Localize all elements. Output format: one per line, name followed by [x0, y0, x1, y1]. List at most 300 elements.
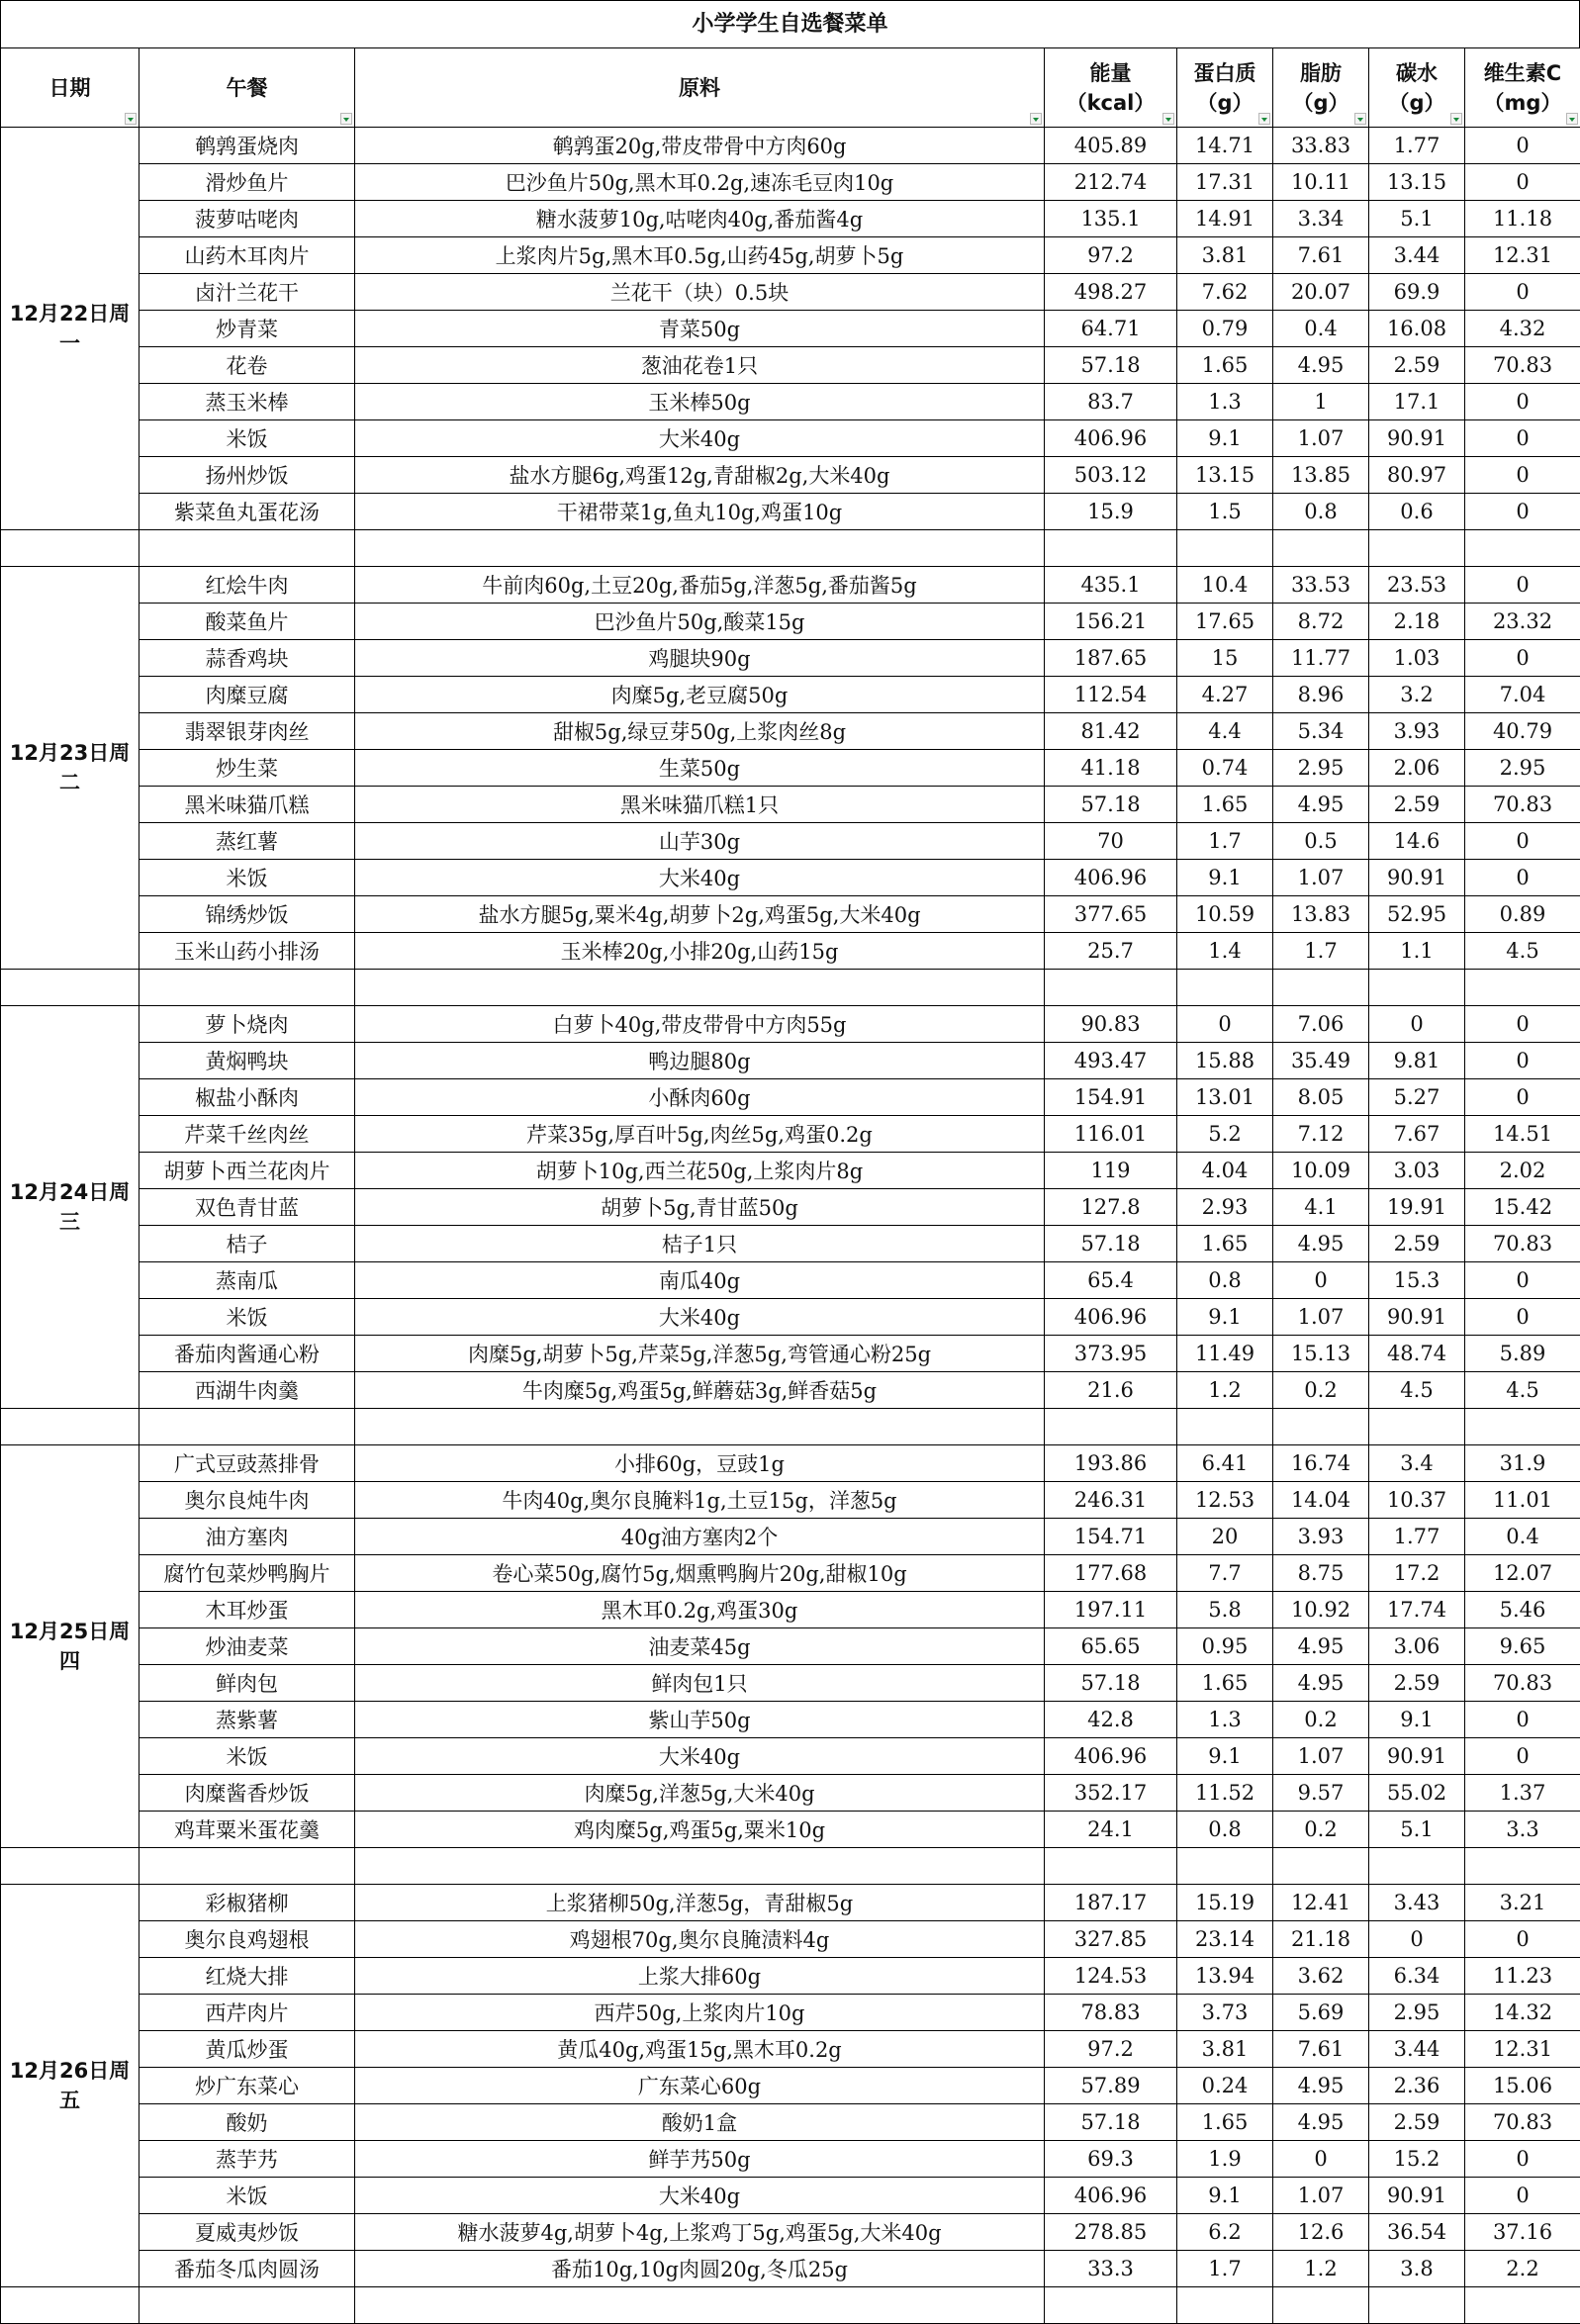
- protein-value-cell: 5.8: [1177, 1592, 1273, 1628]
- carbs-value-cell: 2.59: [1369, 1226, 1465, 1262]
- fat-value-cell: 14.04: [1273, 1482, 1369, 1519]
- energy-value-cell: 187.17: [1045, 1885, 1177, 1921]
- carbs-value-cell: 3.4: [1369, 1445, 1465, 1482]
- table-row: [1, 347, 1580, 384]
- energy-value-cell: 90.83: [1045, 1006, 1177, 1043]
- table-row: [1, 1555, 1580, 1592]
- protein-value-cell: 0.8: [1177, 1812, 1273, 1848]
- fat-value-cell: 20.07: [1273, 274, 1369, 311]
- filter-dropdown-icon[interactable]: [1450, 113, 1462, 125]
- fat-value-cell: 7.06: [1273, 1006, 1369, 1043]
- vitamin-c-value-cell: 12.07: [1465, 1555, 1580, 1592]
- ingredients-cell: 葱油花卷1只: [355, 347, 1045, 384]
- carbs-value-cell: 17.1: [1369, 384, 1465, 420]
- dish-name-cell: 酸菜鱼片: [139, 604, 355, 640]
- energy-value-cell: 352.17: [1045, 1775, 1177, 1812]
- date-cell: 12月26日周五: [1, 1885, 139, 2287]
- vitamin-c-value-cell: 15.42: [1465, 1189, 1580, 1226]
- ingredients-cell: 牛肉40g,奥尔良腌料1g,土豆15g，洋葱5g: [355, 1482, 1045, 1519]
- protein-value-cell: 1.65: [1177, 787, 1273, 823]
- ingredients-cell: 鹌鹑蛋20g,带皮带骨中方肉60g: [355, 128, 1045, 164]
- table-row: [1, 494, 1580, 530]
- header-energy: 能量 （kcal）: [1045, 48, 1177, 128]
- energy-value-cell: 57.18: [1045, 1665, 1177, 1702]
- ingredients-cell: 干裙带菜1g,鱼丸10g,鸡蛋10g: [355, 494, 1045, 530]
- vitamin-c-value-cell: 0: [1465, 1702, 1580, 1738]
- fat-value-cell: 10.92: [1273, 1592, 1369, 1628]
- carbs-value-cell: 19.91: [1369, 1189, 1465, 1226]
- energy-value-cell: 81.42: [1045, 713, 1177, 750]
- table-row: [1, 1299, 1580, 1336]
- protein-value-cell: 0.95: [1177, 1628, 1273, 1665]
- vitamin-c-value-cell: 5.89: [1465, 1336, 1580, 1372]
- carbs-value-cell: 14.6: [1369, 823, 1465, 860]
- protein-value-cell: 1.7: [1177, 823, 1273, 860]
- vitamin-c-value-cell: 0: [1465, 1262, 1580, 1299]
- fat-value-cell: 4.95: [1273, 1665, 1369, 1702]
- fat-value-cell: 4.95: [1273, 347, 1369, 384]
- dish-name-cell: 蒸红薯: [139, 823, 355, 860]
- protein-value-cell: 1.7: [1177, 2251, 1273, 2287]
- header-lunch: 午餐: [139, 48, 355, 128]
- carbs-value-cell: 1.77: [1369, 128, 1465, 164]
- vitamin-c-value-cell: 23.32: [1465, 604, 1580, 640]
- table-row: [1, 384, 1580, 420]
- carbs-value-cell: 2.59: [1369, 1665, 1465, 1702]
- vitamin-c-value-cell: 11.01: [1465, 1482, 1580, 1519]
- carbs-value-cell: 3.8: [1369, 2251, 1465, 2287]
- carbs-value-cell: 90.91: [1369, 1299, 1465, 1336]
- vitamin-c-value-cell: 0: [1465, 640, 1580, 677]
- energy-value-cell: 278.85: [1045, 2214, 1177, 2251]
- table-row: [1, 1812, 1580, 1848]
- empty-cell: [1273, 1848, 1369, 1885]
- vitamin-c-value-cell: 70.83: [1465, 347, 1580, 384]
- dish-name-cell: 西芹肉片: [139, 1995, 355, 2031]
- ingredients-cell: 上浆大排60g: [355, 1958, 1045, 1995]
- table-row: [1, 567, 1580, 604]
- ingredients-cell: 紫山芋50g: [355, 1702, 1045, 1738]
- dish-name-cell: 鹌鹑蛋烧肉: [139, 128, 355, 164]
- filter-dropdown-icon[interactable]: [1162, 113, 1174, 125]
- header-vitamin-c: 维生素C （mg）: [1465, 48, 1580, 128]
- energy-value-cell: 116.01: [1045, 1116, 1177, 1153]
- protein-value-cell: 1.65: [1177, 347, 1273, 384]
- ingredients-cell: 番茄10g,10g肉圆20g,冬瓜25g: [355, 2251, 1045, 2287]
- vitamin-c-value-cell: 0: [1465, 567, 1580, 604]
- dish-name-cell: 炒油麦菜: [139, 1628, 355, 1665]
- fat-value-cell: 4.1: [1273, 1189, 1369, 1226]
- carbs-value-cell: 90.91: [1369, 1738, 1465, 1775]
- dish-name-cell: 蒜香鸡块: [139, 640, 355, 677]
- carbs-value-cell: 15.3: [1369, 1262, 1465, 1299]
- table-row: [1, 2141, 1580, 2178]
- table-row: [1, 2104, 1580, 2141]
- fat-value-cell: 1.07: [1273, 420, 1369, 457]
- protein-value-cell: 9.1: [1177, 420, 1273, 457]
- dish-name-cell: 奥尔良鸡翅根: [139, 1921, 355, 1958]
- empty-cell: [1, 2287, 139, 2324]
- empty-cell: [1369, 970, 1465, 1006]
- dish-name-cell: 蒸紫薯: [139, 1702, 355, 1738]
- energy-value-cell: 406.96: [1045, 420, 1177, 457]
- ingredients-cell: 牛肉糜5g,鸡蛋5g,鲜蘑菇3g,鲜香菇5g: [355, 1372, 1045, 1409]
- carbs-value-cell: 0.6: [1369, 494, 1465, 530]
- filter-dropdown-icon[interactable]: [340, 113, 352, 125]
- ingredients-cell: 黄瓜40g,鸡蛋15g,黑木耳0.2g: [355, 2031, 1045, 2068]
- fat-value-cell: 35.49: [1273, 1043, 1369, 1079]
- vitamin-c-value-cell: 2.95: [1465, 750, 1580, 787]
- table-row: [1, 1775, 1580, 1812]
- ingredients-cell: 青菜50g: [355, 311, 1045, 347]
- carbs-value-cell: 5.1: [1369, 1812, 1465, 1848]
- protein-value-cell: 12.53: [1177, 1482, 1273, 1519]
- vitamin-c-value-cell: 11.18: [1465, 201, 1580, 237]
- fat-value-cell: 1.07: [1273, 1299, 1369, 1336]
- fat-value-cell: 8.75: [1273, 1555, 1369, 1592]
- empty-cell: [139, 1848, 355, 1885]
- energy-value-cell: 25.7: [1045, 933, 1177, 970]
- carbs-value-cell: 48.74: [1369, 1336, 1465, 1372]
- carbs-value-cell: 3.06: [1369, 1628, 1465, 1665]
- vitamin-c-value-cell: 2.02: [1465, 1153, 1580, 1189]
- dish-name-cell: 菠萝咕咾肉: [139, 201, 355, 237]
- ingredients-cell: 大米40g: [355, 420, 1045, 457]
- energy-value-cell: 406.96: [1045, 1738, 1177, 1775]
- empty-cell: [139, 1409, 355, 1445]
- ingredients-cell: 西芹50g,上浆肉片10g: [355, 1995, 1045, 2031]
- carbs-value-cell: 13.15: [1369, 164, 1465, 201]
- carbs-value-cell: 3.44: [1369, 237, 1465, 274]
- empty-cell: [1177, 1848, 1273, 1885]
- dish-name-cell: 肉糜酱香炒饭: [139, 1775, 355, 1812]
- fat-value-cell: 1.07: [1273, 860, 1369, 896]
- ingredients-cell: 甜椒5g,绿豆芽50g,上浆肉丝8g: [355, 713, 1045, 750]
- energy-value-cell: 156.21: [1045, 604, 1177, 640]
- table-row: [1, 164, 1580, 201]
- vitamin-c-value-cell: 0: [1465, 128, 1580, 164]
- dish-name-cell: 番茄肉酱通心粉: [139, 1336, 355, 1372]
- filter-dropdown-icon[interactable]: [1354, 113, 1366, 125]
- filter-dropdown-icon[interactable]: [125, 113, 137, 125]
- vitamin-c-value-cell: 37.16: [1465, 2214, 1580, 2251]
- ingredients-cell: 兰花干（块）0.5块: [355, 274, 1045, 311]
- carbs-value-cell: 4.5: [1369, 1372, 1465, 1409]
- empty-cell: [1369, 2287, 1465, 2324]
- dish-name-cell: 木耳炒蛋: [139, 1592, 355, 1628]
- date-cell: 12月24日周三: [1, 1006, 139, 1409]
- dish-name-cell: 酸奶: [139, 2104, 355, 2141]
- table-row: [1, 933, 1580, 970]
- carbs-value-cell: 2.59: [1369, 2104, 1465, 2141]
- fat-value-cell: 8.96: [1273, 677, 1369, 713]
- protein-value-cell: 2.93: [1177, 1189, 1273, 1226]
- protein-value-cell: 13.15: [1177, 457, 1273, 494]
- dish-name-cell: 广式豆豉蒸排骨: [139, 1445, 355, 1482]
- ingredients-cell: 巴沙鱼片50g,黑木耳0.2g,速冻毛豆肉10g: [355, 164, 1045, 201]
- fat-value-cell: 0.2: [1273, 1702, 1369, 1738]
- table-row: [1, 237, 1580, 274]
- energy-value-cell: 212.74: [1045, 164, 1177, 201]
- ingredients-cell: 油麦菜45g: [355, 1628, 1045, 1665]
- energy-value-cell: 15.9: [1045, 494, 1177, 530]
- empty-cell: [1273, 2287, 1369, 2324]
- vitamin-c-value-cell: 3.3: [1465, 1812, 1580, 1848]
- vitamin-c-value-cell: 0.4: [1465, 1519, 1580, 1555]
- table-row: [1, 274, 1580, 311]
- dish-name-cell: 黑米味猫爪糕: [139, 787, 355, 823]
- dish-name-cell: 山药木耳肉片: [139, 237, 355, 274]
- protein-value-cell: 1.65: [1177, 1665, 1273, 1702]
- protein-value-cell: 3.81: [1177, 2031, 1273, 2068]
- table-row: [1, 2214, 1580, 2251]
- dish-name-cell: 炒青菜: [139, 311, 355, 347]
- date-cell: 12月25日周四: [1, 1445, 139, 1848]
- energy-value-cell: 83.7: [1045, 384, 1177, 420]
- carbs-value-cell: 2.59: [1369, 347, 1465, 384]
- dish-name-cell: 腐竹包菜炒鸭胸片: [139, 1555, 355, 1592]
- energy-value-cell: 119: [1045, 1153, 1177, 1189]
- energy-value-cell: 57.18: [1045, 787, 1177, 823]
- table-row: [1, 1519, 1580, 1555]
- fat-value-cell: 12.6: [1273, 2214, 1369, 2251]
- energy-value-cell: 435.1: [1045, 567, 1177, 604]
- dish-name-cell: 紫菜鱼丸蛋花汤: [139, 494, 355, 530]
- ingredients-cell: 白萝卜40g,带皮带骨中方肉55g: [355, 1006, 1045, 1043]
- carbs-value-cell: 69.9: [1369, 274, 1465, 311]
- table-row: [1, 2178, 1580, 2214]
- empty-cell: [355, 530, 1045, 567]
- table-row: [1, 1116, 1580, 1153]
- energy-value-cell: 57.89: [1045, 2068, 1177, 2104]
- vitamin-c-value-cell: 2.2: [1465, 2251, 1580, 2287]
- dish-name-cell: 扬州炒饭: [139, 457, 355, 494]
- ingredients-cell: 糖水菠萝4g,胡萝卜4g,上浆鸡丁5g,鸡蛋5g,大米40g: [355, 2214, 1045, 2251]
- protein-value-cell: 1.65: [1177, 1226, 1273, 1262]
- fat-value-cell: 9.57: [1273, 1775, 1369, 1812]
- table-row: [1, 750, 1580, 787]
- protein-value-cell: 17.31: [1177, 164, 1273, 201]
- fat-value-cell: 0: [1273, 2141, 1369, 2178]
- energy-value-cell: 78.83: [1045, 1995, 1177, 2031]
- vitamin-c-value-cell: 70.83: [1465, 1226, 1580, 1262]
- vitamin-c-value-cell: 1.37: [1465, 1775, 1580, 1812]
- protein-value-cell: 1.5: [1177, 494, 1273, 530]
- header-protein: 蛋白质 （g）: [1177, 48, 1273, 128]
- dish-name-cell: 卤汁兰花干: [139, 274, 355, 311]
- energy-value-cell: 42.8: [1045, 1702, 1177, 1738]
- energy-value-cell: 154.71: [1045, 1519, 1177, 1555]
- filter-dropdown-icon[interactable]: [1566, 113, 1578, 125]
- energy-value-cell: 493.47: [1045, 1043, 1177, 1079]
- fat-value-cell: 0.2: [1273, 1372, 1369, 1409]
- table-row: [1, 1372, 1580, 1409]
- ingredients-cell: 上浆猪柳50g,洋葱5g，青甜椒5g: [355, 1885, 1045, 1921]
- protein-value-cell: 4.04: [1177, 1153, 1273, 1189]
- fat-value-cell: 5.34: [1273, 713, 1369, 750]
- dish-name-cell: 西湖牛肉羹: [139, 1372, 355, 1409]
- vitamin-c-value-cell: 0: [1465, 384, 1580, 420]
- dish-name-cell: 油方塞肉: [139, 1519, 355, 1555]
- fat-value-cell: 5.69: [1273, 1995, 1369, 2031]
- fat-value-cell: 8.72: [1273, 604, 1369, 640]
- empty-cell: [1, 1409, 139, 1445]
- carbs-value-cell: 17.2: [1369, 1555, 1465, 1592]
- empty-cell: [1, 1848, 139, 1885]
- table-row: [1, 1043, 1580, 1079]
- empty-cell: [1465, 530, 1580, 567]
- energy-value-cell: 69.3: [1045, 2141, 1177, 2178]
- table-row: [1, 2251, 1580, 2287]
- dish-name-cell: 双色青甘蓝: [139, 1189, 355, 1226]
- table-row: [1, 1153, 1580, 1189]
- vitamin-c-value-cell: 4.32: [1465, 311, 1580, 347]
- vitamin-c-value-cell: 3.21: [1465, 1885, 1580, 1921]
- protein-value-cell: 0.8: [1177, 1262, 1273, 1299]
- protein-value-cell: 6.41: [1177, 1445, 1273, 1482]
- vitamin-c-value-cell: 14.32: [1465, 1995, 1580, 2031]
- energy-value-cell: 246.31: [1045, 1482, 1177, 1519]
- filter-dropdown-icon[interactable]: [1258, 113, 1270, 125]
- protein-value-cell: 9.1: [1177, 860, 1273, 896]
- energy-value-cell: 127.8: [1045, 1189, 1177, 1226]
- vitamin-c-value-cell: 9.65: [1465, 1628, 1580, 1665]
- table-row: [1, 201, 1580, 237]
- header-date: 日期: [1, 48, 139, 128]
- fat-value-cell: 2.95: [1273, 750, 1369, 787]
- energy-value-cell: 154.91: [1045, 1079, 1177, 1116]
- table-row: [1, 677, 1580, 713]
- dish-name-cell: 红烧大排: [139, 1958, 355, 1995]
- table-row: [1, 860, 1580, 896]
- ingredients-cell: 山芋30g: [355, 823, 1045, 860]
- fat-value-cell: 10.11: [1273, 164, 1369, 201]
- dish-name-cell: 翡翠银芽肉丝: [139, 713, 355, 750]
- energy-value-cell: 406.96: [1045, 1299, 1177, 1336]
- protein-value-cell: 15.19: [1177, 1885, 1273, 1921]
- protein-value-cell: 1.65: [1177, 2104, 1273, 2141]
- carbs-value-cell: 3.44: [1369, 2031, 1465, 2068]
- dish-name-cell: 炒生菜: [139, 750, 355, 787]
- fat-value-cell: 21.18: [1273, 1921, 1369, 1958]
- energy-value-cell: 65.4: [1045, 1262, 1177, 1299]
- protein-value-cell: 15.88: [1177, 1043, 1273, 1079]
- fat-value-cell: 1.07: [1273, 1738, 1369, 1775]
- protein-value-cell: 3.81: [1177, 237, 1273, 274]
- empty-cell: [1465, 1409, 1580, 1445]
- protein-value-cell: 5.2: [1177, 1116, 1273, 1153]
- carbs-value-cell: 23.53: [1369, 567, 1465, 604]
- ingredients-cell: 鸭边腿80g: [355, 1043, 1045, 1079]
- fat-value-cell: 7.61: [1273, 237, 1369, 274]
- spacer-row: [1, 2287, 1580, 2324]
- protein-value-cell: 10.59: [1177, 896, 1273, 933]
- energy-value-cell: 97.2: [1045, 2031, 1177, 2068]
- energy-value-cell: 21.6: [1045, 1372, 1177, 1409]
- fat-value-cell: 3.93: [1273, 1519, 1369, 1555]
- spacer-row: [1, 1848, 1580, 1885]
- protein-value-cell: 9.1: [1177, 2178, 1273, 2214]
- table-row: [1, 1921, 1580, 1958]
- spacer-row: [1, 970, 1580, 1006]
- ingredients-cell: 黑木耳0.2g,鸡蛋30g: [355, 1592, 1045, 1628]
- sheet-title: 小学学生自选餐菜单: [0, 0, 1580, 47]
- vitamin-c-value-cell: 0: [1465, 494, 1580, 530]
- ingredients-cell: 南瓜40g: [355, 1262, 1045, 1299]
- dish-name-cell: 锦绣炒饭: [139, 896, 355, 933]
- table-row: [1, 1592, 1580, 1628]
- ingredients-cell: 鲜芋艿50g: [355, 2141, 1045, 2178]
- carbs-value-cell: 80.97: [1369, 457, 1465, 494]
- date-cell: 12月22日周一: [1, 128, 139, 530]
- vitamin-c-value-cell: 0: [1465, 2141, 1580, 2178]
- empty-cell: [1369, 530, 1465, 567]
- carbs-value-cell: 90.91: [1369, 860, 1465, 896]
- energy-value-cell: 373.95: [1045, 1336, 1177, 1372]
- empty-cell: [355, 1409, 1045, 1445]
- protein-value-cell: 11.49: [1177, 1336, 1273, 1372]
- vitamin-c-value-cell: 0: [1465, 1043, 1580, 1079]
- vitamin-c-value-cell: 15.06: [1465, 2068, 1580, 2104]
- empty-cell: [355, 1848, 1045, 1885]
- carbs-value-cell: 90.91: [1369, 420, 1465, 457]
- carbs-value-cell: 2.95: [1369, 1995, 1465, 2031]
- menu-body: [1, 128, 1580, 2324]
- table-row: [1, 2031, 1580, 2068]
- protein-value-cell: 1.9: [1177, 2141, 1273, 2178]
- vitamin-c-value-cell: 0: [1465, 823, 1580, 860]
- fat-value-cell: 0.4: [1273, 311, 1369, 347]
- carbs-value-cell: 55.02: [1369, 1775, 1465, 1812]
- filter-dropdown-icon[interactable]: [1030, 113, 1042, 125]
- table-row: [1, 1958, 1580, 1995]
- fat-value-cell: 1.2: [1273, 2251, 1369, 2287]
- fat-value-cell: 1.07: [1273, 2178, 1369, 2214]
- protein-value-cell: 20: [1177, 1519, 1273, 1555]
- vitamin-c-value-cell: 7.04: [1465, 677, 1580, 713]
- fat-value-cell: 4.95: [1273, 2104, 1369, 2141]
- carbs-value-cell: 15.2: [1369, 2141, 1465, 2178]
- protein-value-cell: 1.3: [1177, 1702, 1273, 1738]
- empty-cell: [1177, 530, 1273, 567]
- dish-name-cell: 玉米山药小排汤: [139, 933, 355, 970]
- header-row: [1, 48, 1580, 128]
- ingredients-cell: 肉糜5g,胡萝卜5g,芹菜5g,洋葱5g,弯管通心粉25g: [355, 1336, 1045, 1372]
- ingredients-cell: 盐水方腿5g,粟米4g,胡萝卜2g,鸡蛋5g,大米40g: [355, 896, 1045, 933]
- protein-value-cell: 0.24: [1177, 2068, 1273, 2104]
- ingredients-cell: 40g油方塞肉2个: [355, 1519, 1045, 1555]
- carbs-value-cell: 52.95: [1369, 896, 1465, 933]
- protein-value-cell: 9.1: [1177, 1738, 1273, 1775]
- table-row: [1, 420, 1580, 457]
- energy-value-cell: 498.27: [1045, 274, 1177, 311]
- table-row: [1, 713, 1580, 750]
- ingredients-cell: 玉米棒50g: [355, 384, 1045, 420]
- protein-value-cell: 13.94: [1177, 1958, 1273, 1995]
- fat-value-cell: 15.13: [1273, 1336, 1369, 1372]
- dish-name-cell: 滑炒鱼片: [139, 164, 355, 201]
- dish-name-cell: 彩椒猪柳: [139, 1885, 355, 1921]
- protein-value-cell: 17.65: [1177, 604, 1273, 640]
- energy-value-cell: 187.65: [1045, 640, 1177, 677]
- fat-value-cell: 1.7: [1273, 933, 1369, 970]
- carbs-value-cell: 5.27: [1369, 1079, 1465, 1116]
- carbs-value-cell: 2.06: [1369, 750, 1465, 787]
- table-row: [1, 1628, 1580, 1665]
- protein-value-cell: 3.73: [1177, 1995, 1273, 2031]
- vitamin-c-value-cell: 40.79: [1465, 713, 1580, 750]
- empty-cell: [1465, 970, 1580, 1006]
